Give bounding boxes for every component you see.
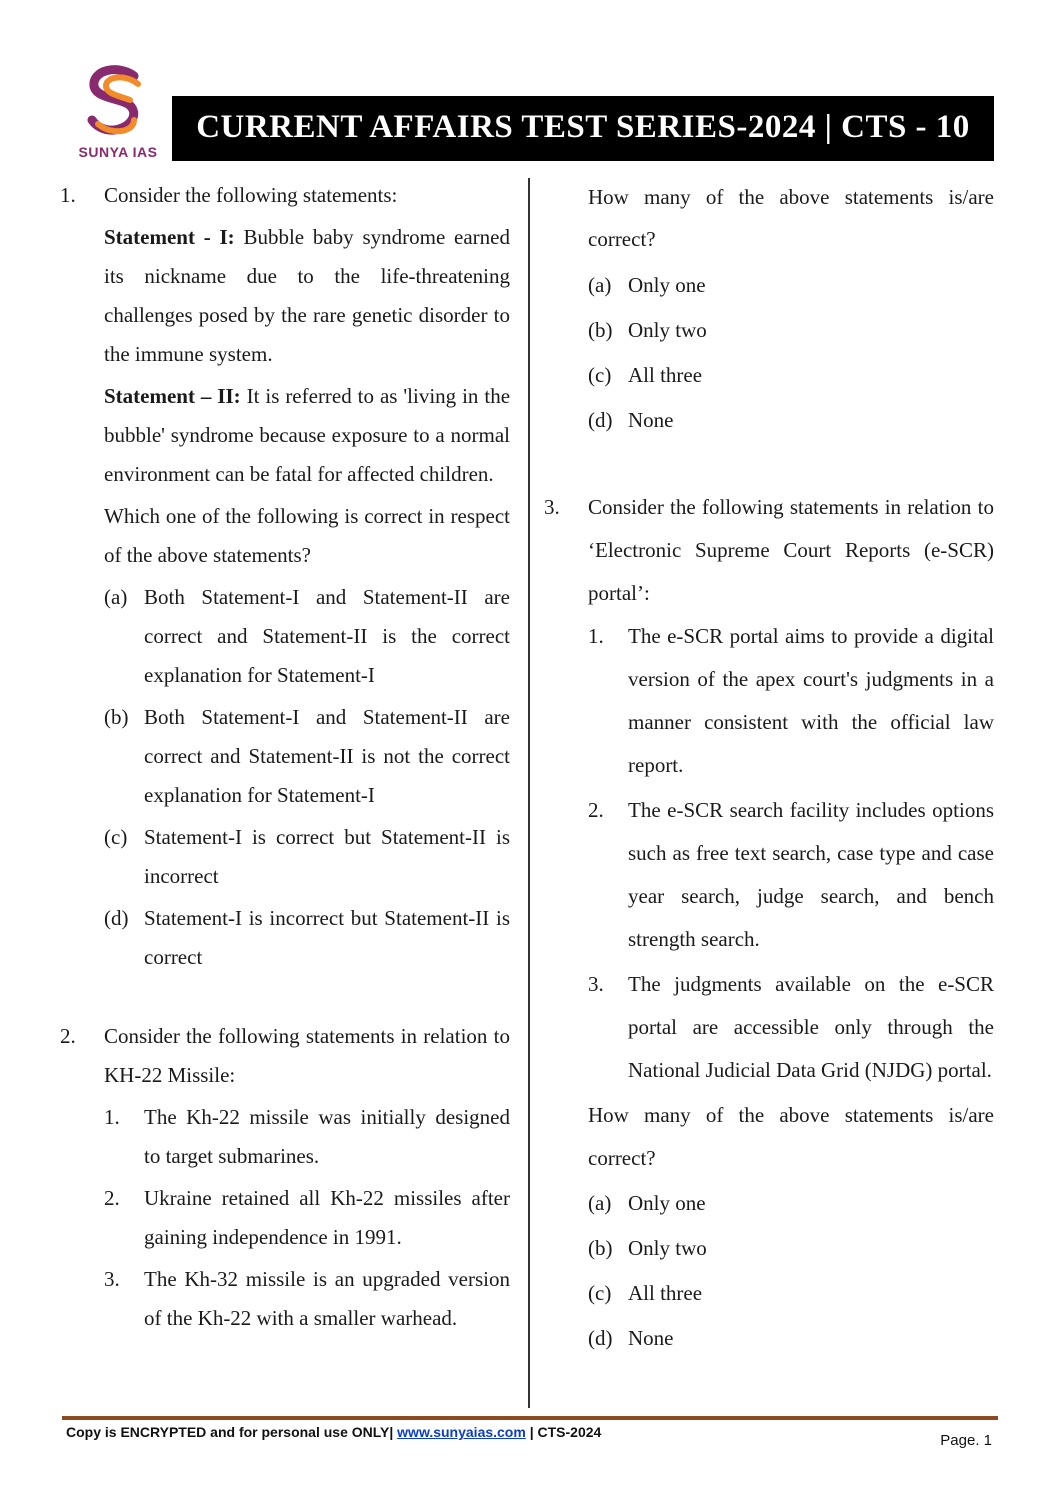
- statement-2: [104, 377, 510, 494]
- item-number: 3.: [104, 1267, 120, 1291]
- item-number: 1.: [588, 624, 604, 648]
- option: [104, 698, 510, 815]
- column-divider: [528, 178, 530, 1408]
- option-label: (c): [104, 825, 128, 849]
- item-text: The judgments available on the e-SCR portal are accessible only through the National Judicial Data Grid (NJDG) portal.: [628, 972, 994, 1082]
- option-text: None: [628, 408, 674, 432]
- option: [588, 401, 994, 440]
- statement-item: [104, 1098, 510, 1176]
- option-text: Only one: [628, 1191, 706, 1215]
- question-prompt: How many of the above statements is/are correct?: [588, 185, 994, 251]
- statement-item: [104, 1260, 510, 1338]
- statement-label: Statement - I:: [104, 225, 235, 249]
- question-prompt: How many of the above statements is/are correct?: [588, 1103, 994, 1170]
- footer-prefix: Copy is ENCRYPTED and for personal use ONLY|: [66, 1424, 398, 1440]
- logo-text: SUNYA IAS: [78, 144, 158, 160]
- option-text: Statement-I is correct but Statement-II is incorrect: [144, 825, 510, 888]
- option-text: Both Statement-I and Statement-II are correct and Statement-II is not the correct explanation for Statement-I: [144, 705, 510, 807]
- option: [588, 1227, 994, 1270]
- right-column: [544, 176, 994, 1360]
- logo-s-icon: [68, 64, 168, 144]
- option-text: Both Statement-I and Statement-II are correct and Statement-II is the correct explanation for Statement-I: [144, 585, 510, 687]
- option-text: All three: [628, 363, 703, 387]
- question-number: 2.: [60, 1024, 76, 1048]
- question-1: [60, 176, 510, 977]
- item-text: The e-SCR search facility includes options such as free text search, case type and case year search, judge search, and bench strength search.: [628, 798, 994, 951]
- option-label: (a): [588, 273, 612, 297]
- question-prompt: Which one of the following is correct in respect of the above statements?: [104, 504, 510, 567]
- statement-label: Statement – II:: [104, 384, 241, 408]
- question-2-continued: [544, 176, 994, 440]
- item-number: 2.: [104, 1186, 120, 1210]
- option-text: Only one: [628, 273, 706, 297]
- option-text: Only two: [628, 318, 707, 342]
- item-number: 2.: [588, 798, 604, 822]
- option-label: (c): [588, 363, 612, 387]
- option-text: None: [628, 1326, 674, 1350]
- question-3: [544, 486, 994, 1360]
- option: [588, 266, 994, 305]
- option-label: (a): [104, 585, 128, 609]
- question-number: 1.: [60, 183, 76, 207]
- footer-notice: [66, 1424, 601, 1440]
- statement-item: [588, 789, 994, 961]
- option-label: (a): [588, 1191, 612, 1215]
- option-label: (b): [588, 318, 613, 342]
- item-text: The e-SCR portal aims to provide a digital version of the apex court's judgments in a manner consistent with the official law report.: [628, 624, 994, 777]
- option: [588, 311, 994, 350]
- website-link[interactable]: www.sunyaias.com: [397, 1424, 526, 1440]
- statement-text: It is referred to as 'living in the bubble' syndrome because exposure to a normal environment can be fatal for affected children.: [104, 384, 511, 486]
- option-label: (d): [588, 1326, 613, 1350]
- footer-rule: [62, 1416, 998, 1420]
- option-text: Only two: [628, 1236, 707, 1260]
- page-title: CURRENT AFFAIRS TEST SERIES-2024 | CTS - 10: [172, 96, 994, 158]
- option: [104, 818, 510, 896]
- statement-item: [588, 963, 994, 1092]
- option: [104, 578, 510, 695]
- question-intro: Consider the following statements:: [104, 183, 398, 207]
- item-text: The Kh-22 missile was initially designed to target submarines.: [144, 1105, 510, 1168]
- option: [588, 356, 994, 395]
- option-label: (c): [588, 1281, 612, 1305]
- question-number: 3.: [544, 495, 560, 519]
- item-number: 3.: [588, 972, 604, 996]
- header-underline: [172, 158, 994, 161]
- option-label: (b): [104, 705, 129, 729]
- page-number: Page. 1: [940, 1432, 992, 1449]
- item-text: Ukraine retained all Kh-22 missiles after gaining independence in 1991.: [144, 1186, 510, 1249]
- footer-suffix: | CTS-2024: [525, 1424, 602, 1440]
- question-intro: Consider the following statements in relation to ‘Electronic Supreme Court Reports (e-SCR) portal’:: [588, 495, 994, 605]
- statement-text: Bubble baby syndrome earned its nickname due to the life-threatening challenges posed by the rare genetic disorder to the immune system.: [104, 225, 510, 366]
- item-number: 1.: [104, 1105, 120, 1129]
- statement-item: [588, 615, 994, 787]
- option: [104, 899, 510, 977]
- option-text: Statement-I is incorrect but Statement-II is correct: [144, 906, 510, 969]
- option-label: (b): [588, 1236, 613, 1260]
- question-intro: Consider the following statements in relation to KH-22 Missile:: [104, 1024, 510, 1087]
- option-text: All three: [628, 1281, 703, 1305]
- option: [588, 1182, 994, 1225]
- statement-1: [104, 218, 510, 374]
- question-2: [60, 1017, 510, 1338]
- item-text: The Kh-32 missile is an upgraded version of the Kh-22 with a smaller warhead.: [144, 1267, 510, 1330]
- option: [588, 1272, 994, 1315]
- left-column: [60, 176, 510, 1338]
- option-label: (d): [588, 408, 613, 432]
- option-label: (d): [104, 906, 129, 930]
- option: [588, 1317, 994, 1360]
- sunya-ias-logo: [68, 64, 168, 168]
- statement-item: [104, 1179, 510, 1257]
